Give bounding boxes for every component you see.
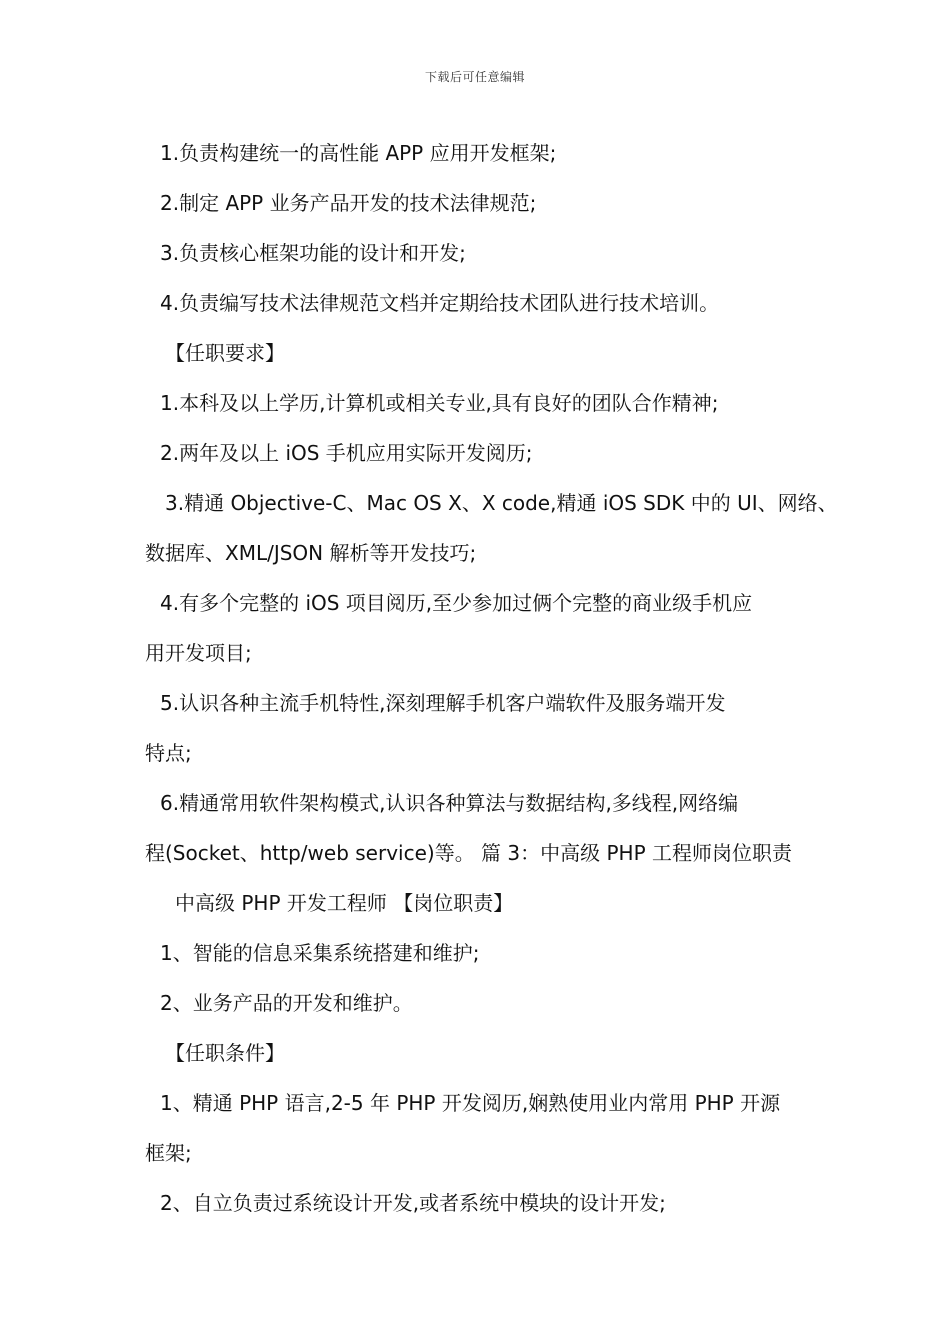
paragraph-line: 2.两年及以上 iOS 手机应用实际开发阅历;: [160, 441, 533, 465]
section-heading: 【任职要求】: [165, 341, 285, 365]
paragraph-line: 6.精通常用软件架构模式,认识各种算法与数据结构,多线程,网络编: [160, 791, 739, 815]
paragraph-line: 用开发项目;: [145, 641, 252, 665]
paragraph-line: 4.有多个完整的 iOS 项目阅历,至少参加过俩个完整的商业级手机应: [160, 591, 753, 615]
section-heading: 中高级 PHP 开发工程师 【岗位职责】: [175, 891, 514, 915]
paragraph-line: 3.负责核心框架功能的设计和开发;: [160, 241, 466, 265]
paragraph-line: 特点;: [145, 741, 192, 765]
paragraph-line: 1、智能的信息采集系统搭建和维护;: [160, 941, 480, 965]
section-heading: 【任职条件】: [165, 1041, 285, 1065]
paragraph-line: 5.认识各种主流手机特性,深刻理解手机客户端软件及服务端开发: [160, 691, 726, 715]
paragraph-line: 程(Socket、http/web service)等。 篇 3：中高级 PHP 工程师岗位职责: [145, 841, 793, 865]
document-body: [145, 128, 838, 1228]
paragraph-line: 2.制定 APP 业务产品开发的技术法律规范;: [160, 191, 537, 215]
paragraph-line: 框架;: [145, 1141, 192, 1165]
paragraph-line: 2、自立负责过系统设计开发,或者系统中模块的设计开发;: [160, 1191, 666, 1215]
paragraph-line: 4.负责编写技术法律规范文档并定期给技术团队进行技术培训。: [160, 291, 720, 315]
paragraph-line: 1、精通 PHP 语言,2-5 年 PHP 开发阅历,娴熟使用业内常用 PHP 开源: [160, 1091, 781, 1115]
paragraph-line: 3.精通 Objective-C、Mac OS X、X code,精通 iOS SDK 中的 UI、网络、: [165, 491, 838, 515]
paragraph-line: 数据库、XML/JSON 解析等开发技巧;: [145, 541, 477, 565]
paragraph-line: 2、业务产品的开发和维护。: [160, 991, 413, 1015]
page-header: 下载后可任意编辑: [424, 70, 525, 84]
paragraph-line: 1.负责构建统一的高性能 APP 应用开发框架;: [160, 141, 557, 165]
paragraph-line: 1.本科及以上学历,计算机或相关专业,具有良好的团队合作精神;: [160, 391, 719, 415]
